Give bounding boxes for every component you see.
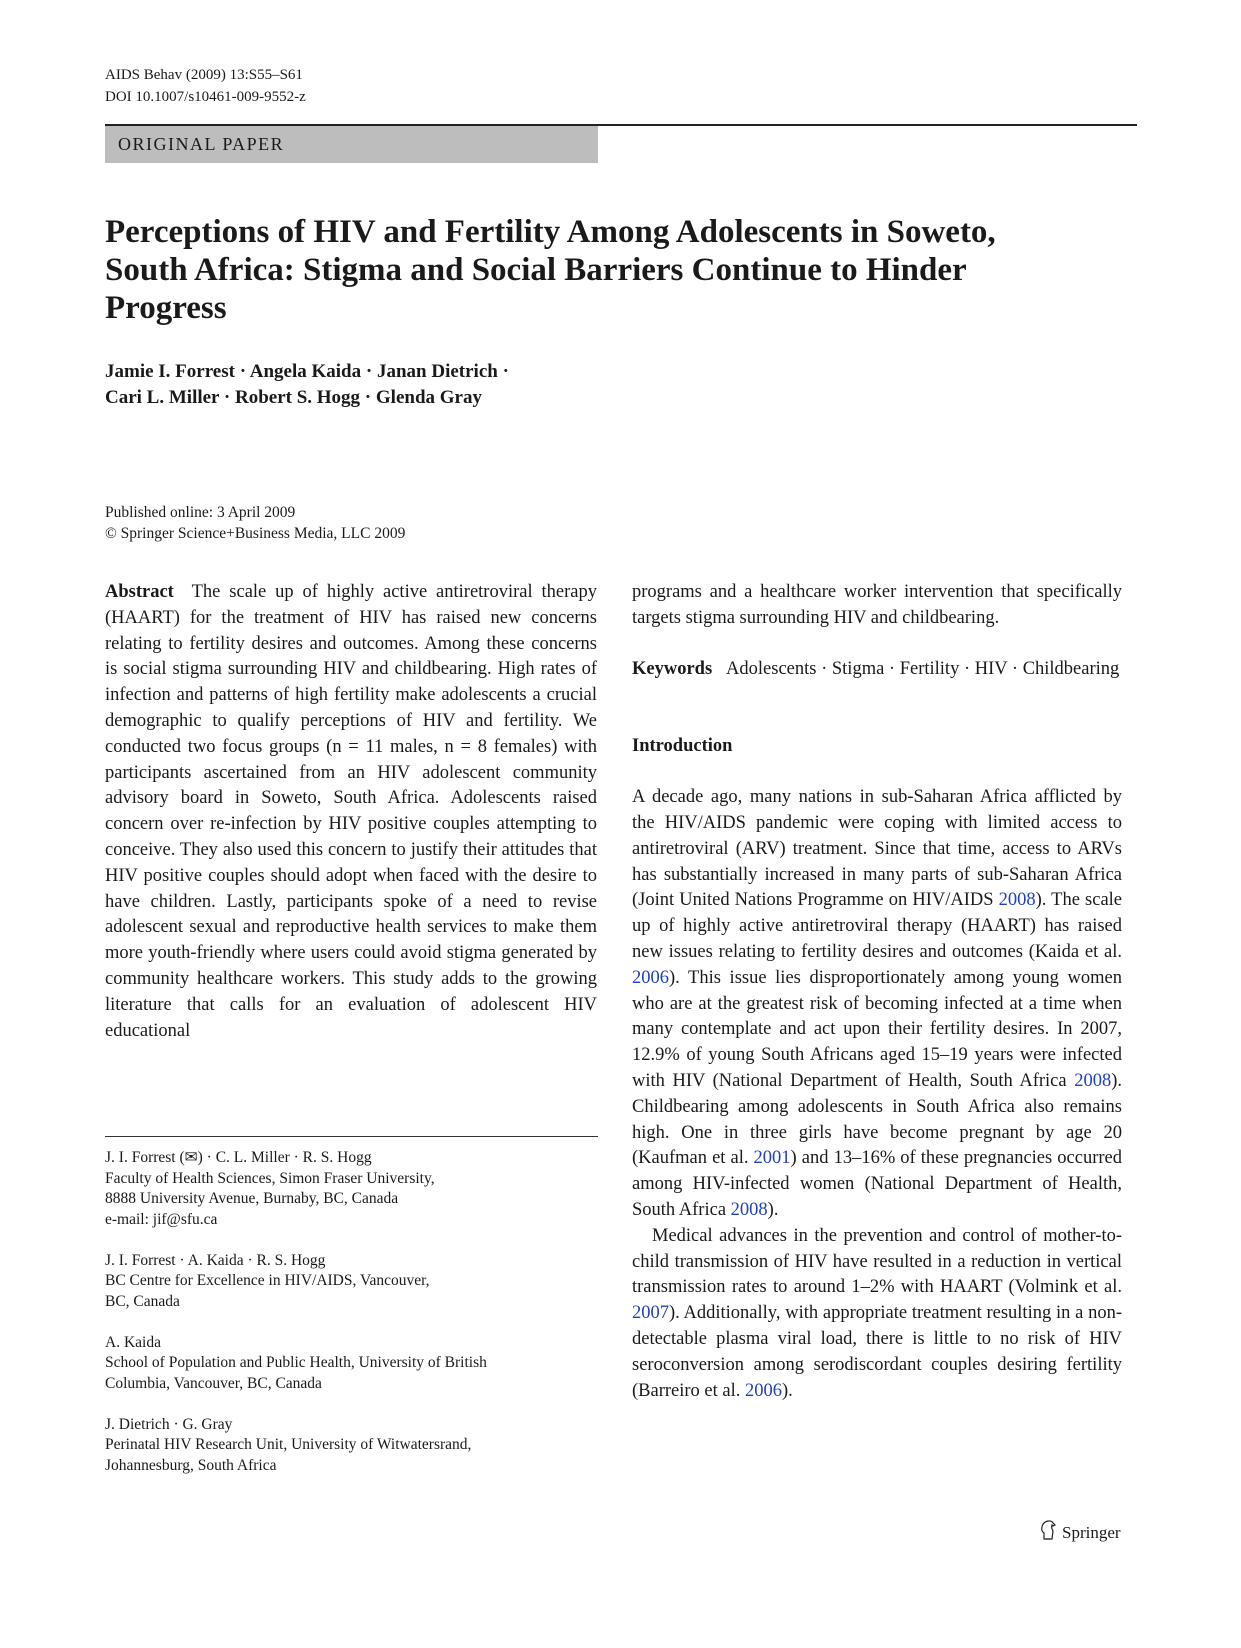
intro-text: ). Additionally, with appropriate treatment resulting in a non-detectable plasma viral load, there is little to no risk of HIV seroconversion among serodiscordant couples desiring fertility (Barreiro et al. xyxy=(632,1303,1122,1401)
title-line-2: South Africa: Stigma and Social Barriers Continue to Hinder xyxy=(105,252,967,288)
citation-link[interactable]: 2007 xyxy=(632,1303,669,1324)
doi: DOI 10.1007/s10461-009-9552-z xyxy=(105,89,306,105)
section-label: ORIGINAL PAPER xyxy=(118,134,285,154)
intro-text: ) and 13–16% of these pregnancies occurred among HIV-infected women (National Department of Health, South Africa xyxy=(632,1148,1122,1220)
intro-text: ). The scale up of highly active antiretroviral therapy (HAART) has raised new issues relating to fertility desires and outcomes (Kaida et al. xyxy=(632,890,1123,962)
citation-link[interactable]: 2008 xyxy=(1074,1070,1112,1091)
introduction-heading: Introduction xyxy=(632,736,733,757)
citation-link[interactable]: 2008 xyxy=(998,890,1036,911)
abstract-text-left: The scale up of highly active antiretroviral therapy (HAART) for the treatment of HIV has raised new concerns relating to fertility desires and outcomes. Among these concerns is social stigma surrounding HIV and childbearing. High rates of infection and patterns of high fertility make adolescents a crucial demographic to qualify perceptions of HIV and fertility. We conducted two focus groups (n = 11 males, n = 8 females) with participants ascertained from an HIV adolescent community advisory board in Soweto, South Africa. Adolescents raised concern over re-infection by HIV positive couples attempting to conceive. They also used this concern to justify their attitudes that HIV positive couples should adopt when faced with the desire to have children. Lastly, participants spoke of a need to revise adolescent sexual and reproductive health services to make them more youth-friendly where users could avoid stigma generated by community healthcare workers. This study adds to the growing literature that calls for an evaluation of adolescent HIV educational xyxy=(105,582,597,1041)
title-line-3: Progress xyxy=(105,290,227,326)
affiliation-line: Perinatal HIV Research Unit, University of Witwatersrand, xyxy=(105,1436,472,1453)
section-label-bar xyxy=(105,126,598,163)
title-line-1: Perceptions of HIV and Fertility Among Adolescents in Soweto, xyxy=(105,214,996,250)
citation-link[interactable]: 2006 xyxy=(745,1380,782,1401)
paper-title xyxy=(105,213,1105,327)
affiliation-names: J. I. Forrest (✉) · C. L. Miller · R. S. Hogg xyxy=(105,1149,372,1166)
intro-paragraph-1 xyxy=(632,785,1122,1224)
affiliation-names: J. I. Forrest · A. Kaida · R. S. Hogg xyxy=(105,1251,326,1269)
abstract-label: Abstract xyxy=(105,582,174,602)
affiliation-line: BC, Canada xyxy=(105,1292,180,1310)
affiliation-block xyxy=(105,1333,597,1395)
citation-link[interactable]: 2006 xyxy=(632,967,669,988)
keywords-text: Adolescents · Stigma · Fertility · HIV · Childbearing xyxy=(726,658,1120,679)
publication-info xyxy=(105,502,405,544)
intro-text: ). This issue lies disproportionately among young women who are at the greatest risk of becoming infected at a time when many contemplate and act upon their fertility desires. In 2007, 12.9% of young South Africans aged 15–19 years were infected with HIV (National Department of Health, South Africa xyxy=(632,967,1122,1091)
intro-text: Medical advances in the prevention and control of mother-to-child transmission of HIV have resulted in a reduction in vertical transmission rates to around 1–2% with HAART (Volmink et al. xyxy=(632,1225,1122,1298)
affiliations xyxy=(105,1148,597,1497)
published-date: Published online: 3 April 2009 xyxy=(105,504,296,521)
copyright: © Springer Science+Business Media, LLC 2009 xyxy=(105,525,406,542)
intro-text: ). xyxy=(782,1380,793,1401)
affiliation-line: School of Population and Public Health, University of British xyxy=(105,1354,487,1371)
citation-link[interactable]: 2001 xyxy=(753,1148,791,1169)
intro-text: A decade ago, many nations in sub-Saharan Africa afflicted by the HIV/AIDS pandemic were coping with limited access to antiretroviral (ARV) treatment. Since that time, access to ARVs has substantially increased in many parts of sub-Saharan Africa (Joint United Nations Programme on HIV/AIDS xyxy=(632,787,1122,911)
springer-horse-icon xyxy=(1038,1519,1058,1546)
left-column xyxy=(105,580,597,1044)
affiliation-email: e-mail: jif@sfu.ca xyxy=(105,1210,218,1228)
keywords xyxy=(632,657,1122,683)
affiliation-names: A. Kaida xyxy=(105,1333,161,1351)
affiliation-line: 8888 University Avenue, Burnaby, BC, Canada xyxy=(105,1190,399,1207)
intro-text: ). Childbearing among adolescents in South Africa also remains high. One in three girls have become pregnant by age 20 (Kaufman et al. xyxy=(632,1070,1122,1169)
keywords-label: Keywords xyxy=(632,658,713,679)
publisher-logo xyxy=(1038,1519,1121,1546)
affiliation-line: Columbia, Vancouver, BC, Canada xyxy=(105,1374,322,1392)
authors-line-1: Jamie I. Forrest · Angela Kaida · Janan Dietrich · xyxy=(105,361,509,382)
abstract-paragraph xyxy=(105,580,597,1044)
affiliation-block xyxy=(105,1148,597,1230)
journal-header xyxy=(105,64,306,108)
affiliation-line: BC Centre for Excellence in HIV/AIDS, Vancouver, xyxy=(105,1272,430,1289)
author-list xyxy=(105,359,705,411)
intro-text: ). xyxy=(767,1199,779,1220)
authors-line-2: Cari L. Miller · Robert S. Hogg · Glenda Gray xyxy=(105,387,482,408)
affiliation-line: Johannesburg, South Africa xyxy=(105,1456,277,1474)
citation-link[interactable]: 2008 xyxy=(730,1199,768,1220)
intro-paragraph-2 xyxy=(632,1224,1122,1405)
affiliation-block xyxy=(105,1251,597,1313)
abstract-continuation: programs and a healthcare worker intervention that specifically targets stigma surrounding HIV and childbearing. xyxy=(632,582,1122,628)
right-column xyxy=(632,580,1122,1404)
publisher-name: Springer xyxy=(1062,1522,1121,1542)
affiliation-line: Faculty of Health Sciences, Simon Fraser University, xyxy=(105,1169,435,1187)
affiliation-names: J. Dietrich · G. Gray xyxy=(105,1415,233,1433)
affiliation-block xyxy=(105,1415,597,1477)
footnote-rule xyxy=(105,1136,598,1137)
journal-citation: AIDS Behav (2009) 13:S55–S61 xyxy=(105,67,303,83)
